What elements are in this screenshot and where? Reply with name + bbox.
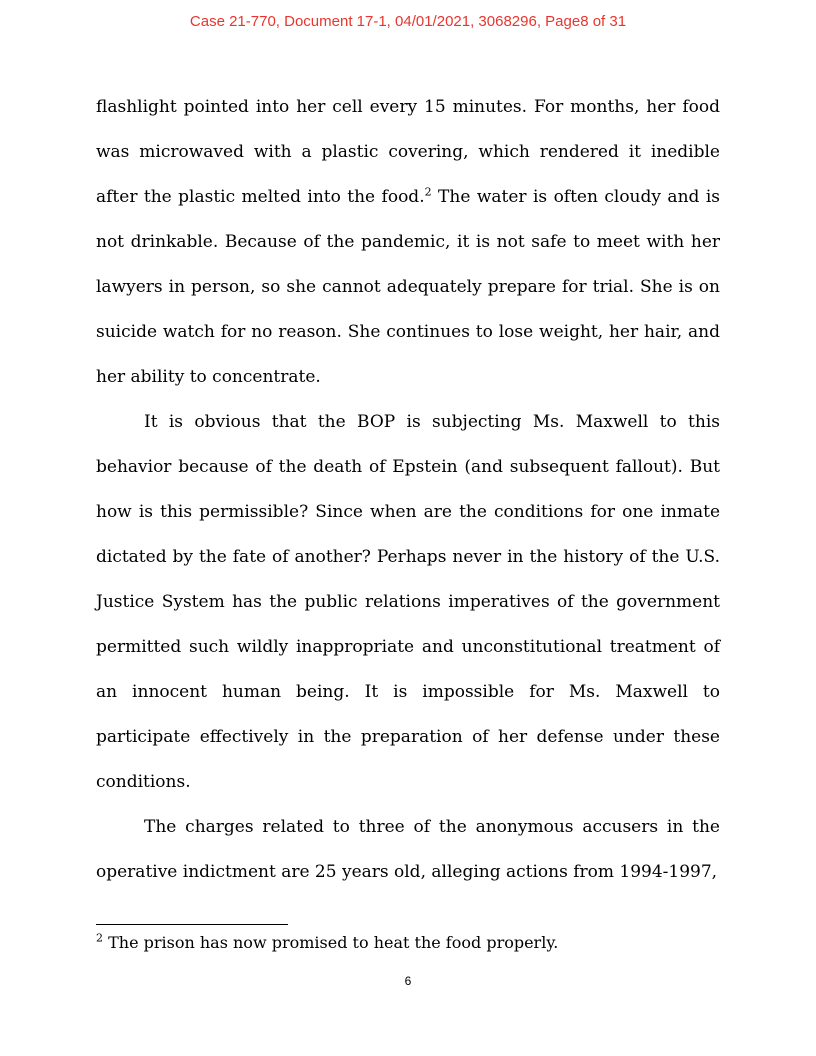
document-body [96, 85, 720, 895]
case-header-stamp: Case 21-770, Document 17-1, 04/01/2021, 3068296, Page8 of 31 [189, 13, 627, 30]
paragraph-2: It is obvious that the BOP is subjecting Ms. Maxwell to this behavior because of the death of Epstein (and subsequent fallout). But how is this permissible? Since when are the conditions for one inmate dictated by the fate of another? Perhaps never in the history of the U.S. Justice System has the public relations imperatives of the government permitted such wildly inappropriate and unconstitutional treatment of an innocent human being. It is impossible for Ms. Maxwell to participate effectively in the preparation of her defense under these conditions. [96, 412, 720, 792]
footnote [96, 933, 720, 952]
paragraph-3: The charges related to three of the anonymous accusers in the operative indictment are 25 years old, alleging actions from 1994-1997, [96, 817, 720, 882]
page-number: 6 [404, 974, 412, 988]
footnote-divider [96, 924, 288, 925]
footnote-text: The prison has now promised to heat the food properly. [103, 933, 559, 952]
footnote-number: 2 [96, 931, 103, 945]
paragraph-1-text-a: flashlight pointed into her cell every 15 minutes. For months, her food was microwaved with a plastic covering, which rendered it inedible after the plastic melted into the food. [96, 97, 720, 207]
paragraph-1-text-b: The water is often cloudy and is not drinkable. Because of the pandemic, it is not safe to meet with her lawyers in person, so she cannot adequately prepare for trial. She is on suicide watch for no reason. She continues to lose weight, her hair, and her ability to concentrate. [96, 187, 720, 387]
paragraph-1 [96, 85, 720, 400]
footnote-reference: 2 [424, 185, 432, 199]
